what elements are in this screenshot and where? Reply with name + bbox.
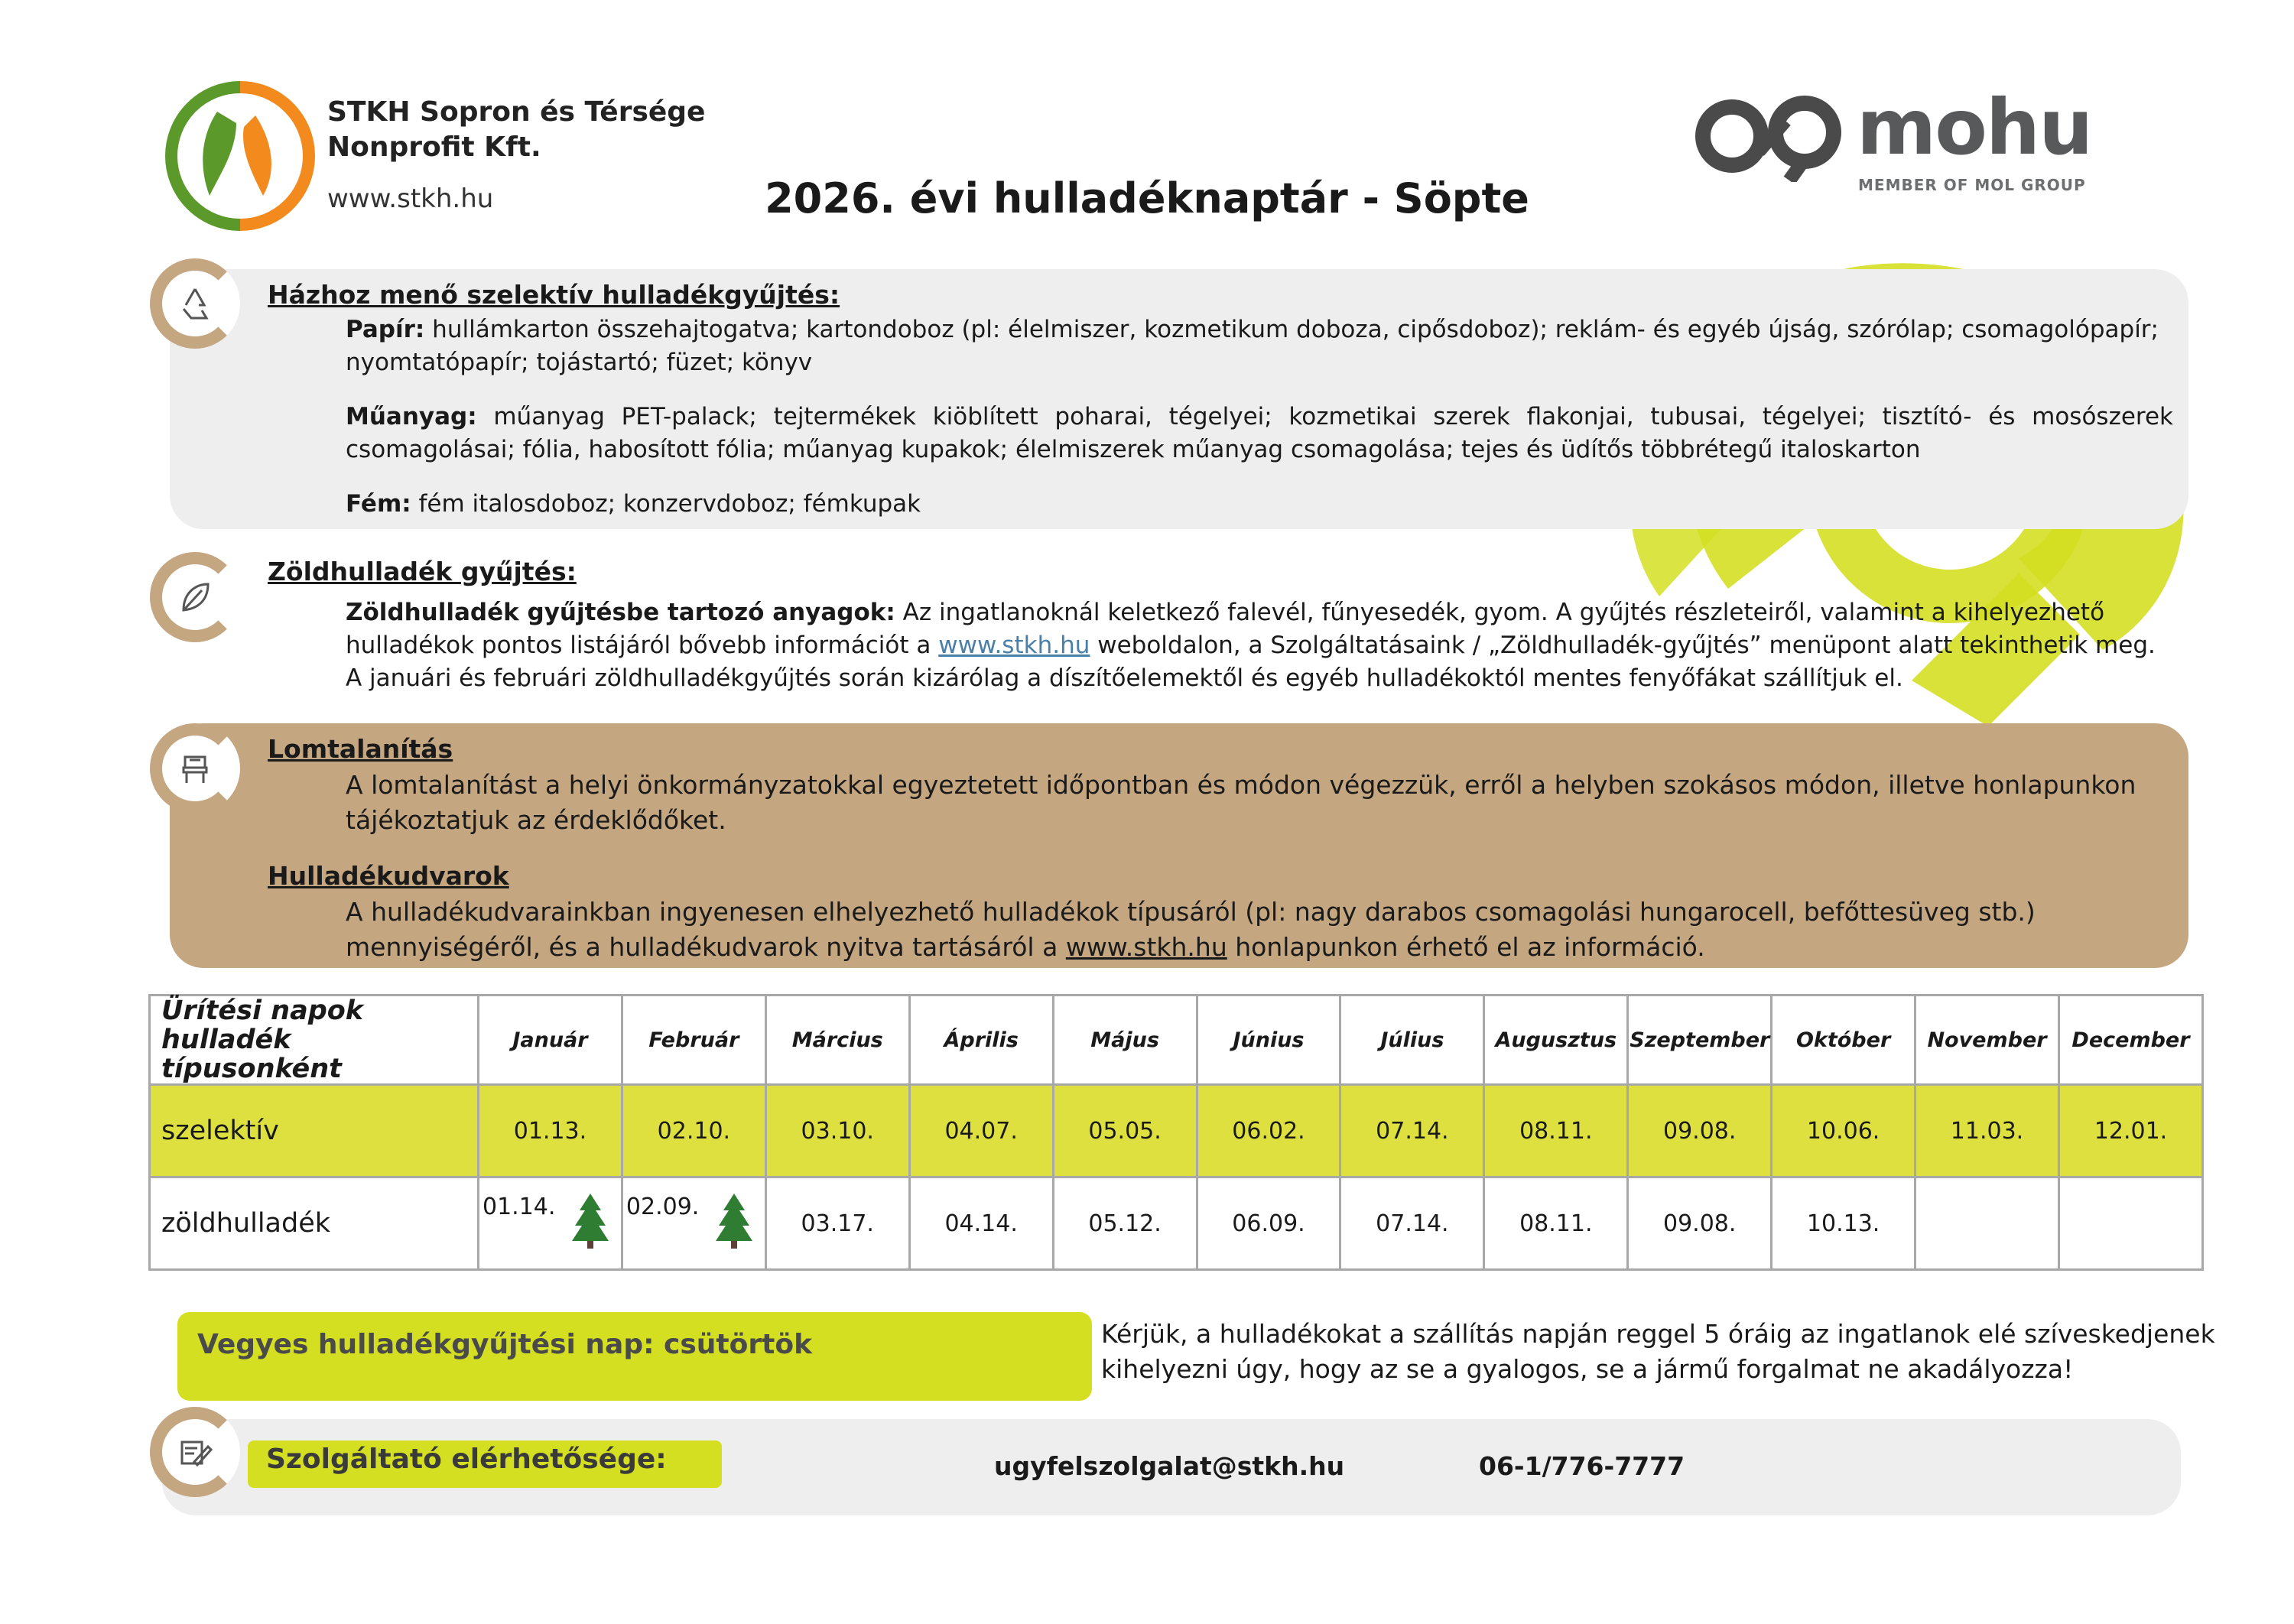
vegyes-nap: Vegyes hulladékgyűjtési nap: csütörtök: [197, 1329, 813, 1360]
zold-paragraph: [346, 596, 2196, 695]
kihelyezes-notice: Kérjük, a hulladékokat a szállítás napján reggel 5 óráig az ingatlanok elé szíveskedjenek kihelyezni úgy, hogy az se a gyalogos, se a jármű forgalmat ne akadályozza!: [1101, 1319, 2215, 1384]
page-title: 2026. évi hulladéknaptár - Söpte: [765, 174, 1529, 222]
date-cell: [1915, 1177, 2059, 1270]
table-row-zoldhulladek: [150, 1177, 2203, 1270]
row-label: zöldhulladék: [150, 1177, 479, 1270]
month-header: Január: [479, 996, 622, 1085]
papir-paragraph: [346, 313, 2181, 379]
date-text: 01.14.: [483, 1194, 556, 1220]
date-cell: 07.14.: [1340, 1177, 1484, 1270]
fem-text: fém italosdoboz; konzervdoboz; fémkupak: [418, 490, 921, 518]
schedule-table: [148, 994, 2204, 1271]
date-cell: 06.02.: [1197, 1085, 1340, 1177]
hulladekudvarok-paragraph: [346, 895, 2143, 965]
papir-text: hullámkarton összehajtogatva; kartondoboz (pl: élelmiszer, kozmetikum doboza, cipősdoboz); reklám- és egyéb újság, szórólap; csomagolópapír; nyomtatópapír; tojástartó; füzet; könyv: [346, 316, 2159, 376]
month-header: November: [1915, 996, 2059, 1085]
furniture-icon: [176, 749, 214, 788]
date-cell: 10.13.: [1772, 1177, 1915, 1270]
table-row-szelektiv: [150, 1085, 2203, 1177]
date-cell: 08.11.: [1484, 1177, 1628, 1270]
zold-text-3: A januári és februári zöldhulladékgyűjtés során kizárólag a díszítőelemektől és egyéb hulladékoktól mentes fenyőfákat szállítjuk el.: [346, 664, 1903, 692]
date-cell: 03.17.: [765, 1177, 909, 1270]
date-cell: 06.09.: [1197, 1177, 1340, 1270]
zold-icon-ring: [150, 552, 240, 642]
muanyag-label: Műanyag:: [346, 403, 477, 430]
contact-phone[interactable]: 06-1/776-7777: [1479, 1451, 1685, 1481]
muanyag-text: műanyag PET-palack; tejtermékek kiöblített poharai, tégelyei; kozmetikai szerek flakonjai, tubusai, tégelyei; tisztító- és mosószerek csomagolásai; fólia, habosított fólia; műanyag kupakok; élelmiszerek műanyag csomagolása; tejes és üdítős többrétegű italoskarton: [346, 403, 2173, 463]
fem-label: Fém:: [346, 490, 411, 518]
month-header: December: [2058, 996, 2202, 1085]
date-cell-with-tree: [479, 1177, 622, 1270]
lomtalanitas-text: A lomtalanítást a helyi önkormányzatokkal egyeztetett időpontban és módon végezzük, erről a helyben szokásos módon, illetve honlapunkon tájékoztatjuk az érdeklődőket.: [346, 770, 2136, 835]
date-text: 02.09.: [625, 1194, 700, 1220]
date-cell: 02.10.: [622, 1085, 765, 1177]
date-cell: [2058, 1177, 2202, 1270]
contact-label: Szolgáltató elérhetősége:: [266, 1444, 667, 1475]
month-header: Szeptember: [1628, 996, 1772, 1085]
contact-icon-ring: [150, 1407, 240, 1497]
pine-tree-icon: [714, 1192, 754, 1250]
date-cell: 07.14.: [1340, 1085, 1484, 1177]
lom-icon-ring: [150, 723, 240, 814]
date-cell: 05.12.: [1053, 1177, 1197, 1270]
zold-text-2: weboldalon, a Szolgáltatásaink / „Zöldhulladék-gyűjtés” menüpont alatt tekinthetik meg.: [1097, 632, 2156, 659]
month-header: Június: [1197, 996, 1340, 1085]
szelektiv-heading: Házhoz menő szelektív hulladékgyűjtés:: [268, 280, 840, 310]
mohu-wordmark: mohu: [1857, 83, 2092, 172]
date-cell: 11.03.: [1915, 1085, 2059, 1177]
month-header: Október: [1772, 996, 1915, 1085]
udvar-link[interactable]: www.stkh.hu: [1065, 932, 1227, 962]
hulladekudvarok-heading: Hulladékudvarok: [268, 861, 509, 891]
contact-email[interactable]: ugyfelszolgalat@stkh.hu: [994, 1451, 1345, 1481]
date-cell: 04.14.: [909, 1177, 1053, 1270]
mohu-logo-icon: [1690, 90, 1850, 182]
pine-tree-icon: [570, 1192, 610, 1250]
contact-form-icon: [176, 1433, 214, 1471]
date-cell: 12.01.: [2058, 1085, 2202, 1177]
date-cell: 03.10.: [765, 1085, 909, 1177]
table-header-row: [150, 996, 2203, 1085]
month-header: Február: [622, 996, 765, 1085]
date-cell: 09.08.: [1628, 1177, 1772, 1270]
month-header: Március: [765, 996, 909, 1085]
date-cell: 01.13.: [479, 1085, 622, 1177]
szelektiv-icon-ring: [150, 258, 240, 349]
udvar-text-1: A hulladékudvarainkban ingyenesen elhelyezhető hulladékok típusáról (pl: nagy darabos csomagolási hungarocell, befőttesüveg stb.) mennyiségéről, és a hulladékudvarok nyitva tartásáról a: [346, 897, 2036, 962]
month-header: Április: [909, 996, 1053, 1085]
company-url[interactable]: www.stkh.hu: [327, 184, 494, 214]
date-cell: 10.06.: [1772, 1085, 1915, 1177]
leaf-icon: [176, 578, 214, 616]
date-cell: 05.05.: [1053, 1085, 1197, 1177]
mohu-subtitle: MEMBER OF MOL GROUP: [1858, 176, 2086, 194]
month-header: Július: [1340, 996, 1484, 1085]
date-cell-with-tree: [622, 1177, 765, 1270]
zold-text-1: Az ingatlanoknál keletkező falevél, fűnyesedék, gyom. A gyűjtés részleteiről, valamint a kihelyezhető hulladékok pontos listájáról bővebb információt a: [346, 599, 2105, 659]
recycle-icon: [176, 284, 214, 323]
zold-heading: Zöldhulladék gyűjtés:: [268, 557, 577, 586]
date-cell: 04.07.: [909, 1085, 1053, 1177]
company-name: STKH Sopron és Térsége Nonprofit Kft.: [327, 96, 706, 163]
lomtalanitas-heading: Lomtalanítás: [268, 734, 453, 764]
udvar-text-2: honlapunkon érhető el az információ.: [1235, 932, 1705, 962]
month-header: Május: [1053, 996, 1197, 1085]
table-header-first: Ürítési napok hulladék típusonként: [150, 996, 479, 1085]
zold-label: Zöldhulladék gyűjtésbe tartozó anyagok:: [346, 599, 895, 626]
month-header: Augusztus: [1484, 996, 1628, 1085]
muanyag-paragraph: [346, 401, 2173, 466]
zold-link[interactable]: www.stkh.hu: [938, 632, 1090, 659]
date-cell: 09.08.: [1628, 1085, 1772, 1177]
date-cell: 08.11.: [1484, 1085, 1628, 1177]
row-label: szelektív: [150, 1085, 479, 1177]
fem-paragraph: [346, 488, 2028, 521]
papir-label: Papír:: [346, 316, 425, 343]
